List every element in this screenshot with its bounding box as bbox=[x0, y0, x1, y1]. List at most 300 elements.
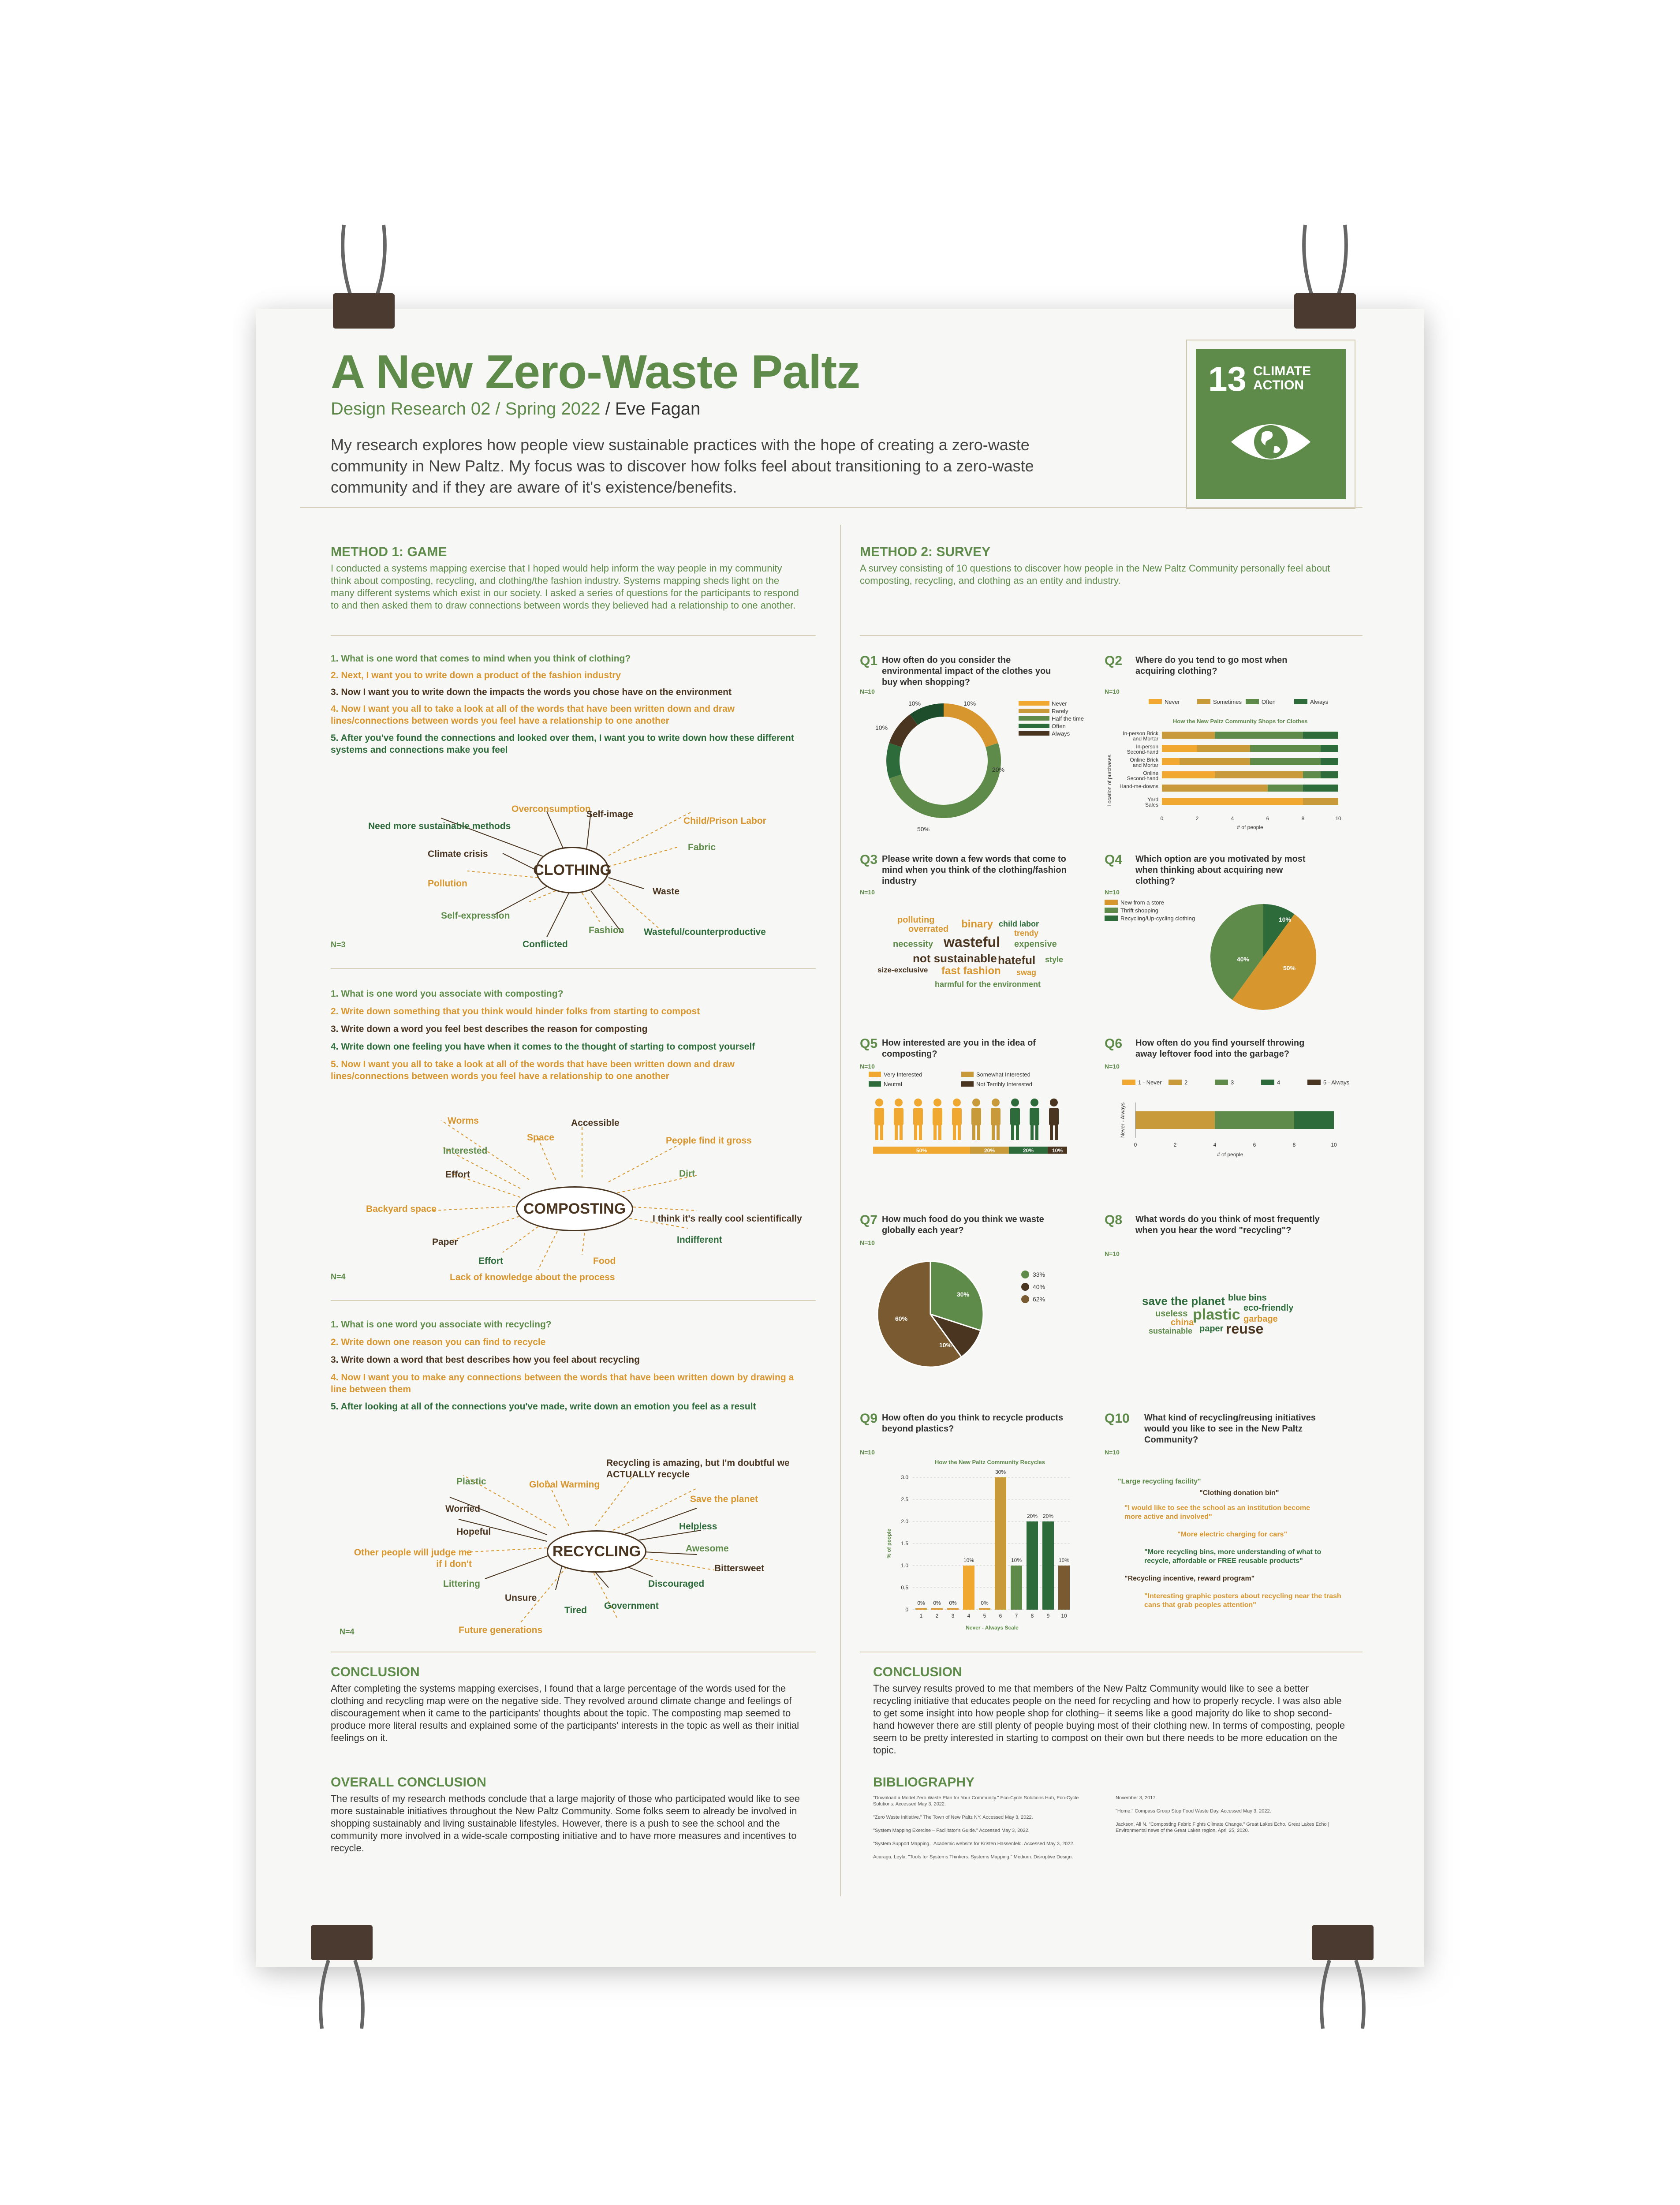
q1-number: Q1 bbox=[860, 654, 878, 668]
q10-n: N=10 bbox=[1105, 1449, 1120, 1456]
q2-tick: 8 bbox=[1301, 815, 1305, 822]
q6-tick: 4 bbox=[1213, 1142, 1217, 1148]
column-divider bbox=[840, 525, 841, 1896]
q9-category-label: 2 bbox=[935, 1613, 939, 1619]
q9-tick: 0.5 bbox=[901, 1585, 908, 1591]
q4-number: Q4 bbox=[1105, 852, 1123, 867]
q3-number: Q3 bbox=[860, 852, 878, 867]
q9-n: N=10 bbox=[860, 1449, 875, 1456]
q2-category-label: Yard bbox=[1147, 796, 1158, 803]
q1-legend-label: Half the time bbox=[1052, 715, 1084, 722]
overall-conclusion-heading: OVERALL CONCLUSION bbox=[331, 1775, 486, 1790]
binder-clip-top-left bbox=[326, 220, 401, 335]
recycling-word-others-judge: Other people will judge me if I don't bbox=[354, 1547, 472, 1569]
q9-tick: 0 bbox=[905, 1607, 908, 1613]
composting-word-effort-1: Effort bbox=[445, 1170, 470, 1180]
q7-question: How much food do you think we waste globally each year? bbox=[882, 1215, 1044, 1235]
q3-n: N=10 bbox=[860, 889, 875, 896]
recycling-word-government: Government bbox=[604, 1601, 659, 1611]
q1-slice-label: 10% bbox=[908, 700, 921, 707]
q2-category-label: In-person Brick bbox=[1123, 730, 1158, 736]
q2-tick: 6 bbox=[1266, 815, 1269, 822]
q9-category-label: 5 bbox=[983, 1613, 986, 1619]
poster-title: A New Zero-Waste Paltz bbox=[331, 345, 860, 398]
q1-slice bbox=[889, 714, 918, 747]
q2-bar-segment bbox=[1162, 785, 1268, 792]
q2-legend-swatch bbox=[1246, 699, 1259, 704]
q2-bar-segment bbox=[1197, 745, 1250, 752]
recycling-map-center: RECYCLING bbox=[547, 1530, 646, 1573]
q5-person-icon bbox=[1010, 1099, 1020, 1140]
q2-legend-swatch bbox=[1294, 699, 1307, 704]
composting-word-paper: Paper bbox=[432, 1237, 458, 1247]
q2-category-label: Online Brick bbox=[1130, 757, 1158, 763]
recycling-word-awesome: Awesome bbox=[686, 1544, 729, 1554]
recycling-question-1: 1. What is one word you associate with recycling? bbox=[331, 1319, 552, 1330]
clothing-question-3: 3. Now I want you to write down the impacts the words you chose have on the environment bbox=[331, 687, 732, 697]
q3-word: trendy bbox=[1014, 929, 1039, 938]
sdg-label bbox=[1253, 364, 1311, 392]
q2-category-label: In-person bbox=[1136, 744, 1158, 750]
q2-category-label: Hand-me-downs bbox=[1119, 783, 1158, 789]
recycling-word-unsure: Unsure bbox=[505, 1593, 537, 1603]
q1-legend-label: Often bbox=[1052, 723, 1066, 729]
clothing-word-sustainable-methods: Need more sustainable methods bbox=[368, 821, 511, 831]
q2-xlabel: # of people bbox=[1237, 824, 1263, 830]
subtitle-separator: / bbox=[600, 399, 615, 419]
q2-bar-segment bbox=[1303, 785, 1338, 792]
q5-legend-swatch bbox=[869, 1081, 881, 1087]
q2-bar-segment bbox=[1162, 758, 1180, 765]
q6-legend-swatch bbox=[1215, 1080, 1228, 1085]
binder-clip-bottom-right bbox=[1305, 1918, 1380, 2033]
q2-bar-segment bbox=[1303, 798, 1338, 805]
clothing-question-1: 1. What is one word that comes to mind when you think of clothing? bbox=[331, 654, 631, 664]
poster-subtitle bbox=[331, 399, 700, 419]
sdg-badge bbox=[1196, 349, 1346, 499]
q9-bar bbox=[915, 1608, 927, 1610]
q8-word: garbage bbox=[1243, 1314, 1278, 1324]
q6-legend-swatch bbox=[1261, 1080, 1274, 1085]
q2-legend-label: Always bbox=[1310, 699, 1329, 705]
q5-legend-label: Not Terribly Interested bbox=[976, 1081, 1032, 1088]
composting-divider bbox=[331, 1300, 816, 1301]
q1-n: N=10 bbox=[860, 688, 875, 695]
recycling-word-discouraged: Discouraged bbox=[648, 1579, 705, 1589]
q1-slice-label: 10% bbox=[963, 700, 976, 707]
q6-legend-label: 4 bbox=[1277, 1079, 1281, 1086]
recycling-question-2: 2. Write down one reason you can find to recycle bbox=[331, 1337, 546, 1347]
clothing-word-overconsumption: Overconsumption bbox=[511, 804, 591, 814]
composting-question-2: 2. Write down something that you think would hinder folks from starting to compost bbox=[331, 1006, 700, 1017]
q10-quote: "Large recycling facility" bbox=[1118, 1478, 1201, 1485]
q1-slice bbox=[889, 743, 1001, 818]
sdg-label-line1: CLIMATE bbox=[1253, 364, 1311, 378]
composting-question-3: 3. Write down a word you feel best describes the reason for composting bbox=[331, 1024, 648, 1034]
q8-word: paper bbox=[1199, 1324, 1224, 1334]
conclusion-right-heading: CONCLUSION bbox=[873, 1665, 962, 1679]
binder-clip-bottom-left bbox=[304, 1918, 379, 2033]
q9-title: How the New Paltz Community Recycles bbox=[935, 1459, 1045, 1465]
q5-person-icon bbox=[971, 1099, 981, 1140]
q10-quote: "More recycling bins, more understanding of what to recycle, affordable or FREE reusable products" bbox=[1144, 1548, 1322, 1565]
q2-tick: 0 bbox=[1160, 815, 1164, 822]
q9-bar-label: 0% bbox=[933, 1600, 941, 1606]
q8-word: blue bins bbox=[1228, 1293, 1267, 1303]
q7-pie-chart bbox=[873, 1248, 1085, 1380]
q9-category-label: 10 bbox=[1061, 1613, 1067, 1619]
q4-legend-swatch bbox=[1105, 908, 1118, 913]
q9-bar bbox=[1058, 1566, 1070, 1610]
q4-slice-label: 10% bbox=[1279, 916, 1292, 923]
q3-question: Please write down a few words that come to mind when you think of the clothing/fashion industry bbox=[882, 854, 1067, 886]
q6-tick: 10 bbox=[1331, 1142, 1337, 1148]
q9-bar-label: 10% bbox=[1011, 1557, 1022, 1563]
recycling-word-tired: Tired bbox=[564, 1605, 587, 1615]
q5-person-icon bbox=[1030, 1099, 1039, 1140]
method1-divider bbox=[331, 635, 816, 636]
q9-bar-label: 0% bbox=[949, 1600, 957, 1606]
q8-word: save the planet bbox=[1142, 1294, 1225, 1308]
clothing-question-2: 2. Next, I want you to write down a product of the fashion industry bbox=[331, 670, 621, 680]
q2-legend-label: Often bbox=[1262, 699, 1276, 705]
q1-legend-swatch bbox=[1019, 731, 1049, 736]
clothing-word-child-labor: Child/Prison Labor bbox=[683, 816, 766, 826]
q9-bar bbox=[963, 1566, 974, 1610]
q2-legend-label: Sometimes bbox=[1213, 699, 1242, 705]
composting-n: N=4 bbox=[331, 1272, 346, 1281]
composting-question-1: 1. What is one word you associate with composting? bbox=[331, 989, 564, 999]
q2-legend-swatch bbox=[1197, 699, 1210, 704]
q1-legend-label: Always bbox=[1052, 730, 1070, 737]
q6-legend-label: 1 - Never bbox=[1138, 1079, 1162, 1086]
q1-question: How often do you consider the environmental impact of the clothes you buy when shopping? bbox=[882, 655, 1051, 687]
q2-ylabel: Location of purchases bbox=[1106, 755, 1113, 807]
q4-n: N=10 bbox=[1105, 889, 1120, 896]
q10-quote: "I would like to see the school as an institution become more active and involved" bbox=[1124, 1504, 1310, 1521]
q9-tick: 2.5 bbox=[901, 1496, 908, 1502]
q1-legend-swatch bbox=[1019, 701, 1049, 706]
q9-bar bbox=[979, 1608, 990, 1610]
q3-word: not sustainable bbox=[913, 952, 997, 965]
q10-quote: "Interesting graphic posters about recycling near the trash cans that grab peoples attention" bbox=[1144, 1592, 1341, 1609]
q8-word: useless bbox=[1155, 1309, 1188, 1319]
q3-word: hateful bbox=[998, 953, 1036, 967]
q5-bar-label: 20% bbox=[984, 1147, 995, 1154]
clothing-divider bbox=[331, 968, 816, 969]
conclusion-left-heading: CONCLUSION bbox=[331, 1665, 420, 1679]
composting-word-dirt: Dirt bbox=[679, 1169, 695, 1179]
q2-category-label: and Mortar bbox=[1132, 762, 1158, 768]
q6-question: How often do you find yourself throwing away leftover food into the garbage? bbox=[1135, 1038, 1305, 1059]
q2-bar-segment bbox=[1180, 758, 1250, 765]
q5-legend-swatch bbox=[961, 1072, 974, 1077]
q4-legend-label: New from a store bbox=[1120, 899, 1164, 906]
q9-bar-label: 10% bbox=[963, 1557, 974, 1563]
q9-category-label: 9 bbox=[1046, 1613, 1050, 1619]
q1-slice bbox=[886, 743, 902, 778]
q5-bar-label: 50% bbox=[916, 1147, 927, 1154]
q9-xlabel: Never - Always Scale bbox=[966, 1625, 1019, 1631]
q5-person-icon bbox=[894, 1099, 903, 1140]
bib-entry: "System Support Mapping." Academic website for Kristen Hassenfeld. Accessed May 3, 2022. bbox=[873, 1841, 1075, 1846]
bib-entry: "System Mapping Exercise – Facilitator's Guide." Accessed May 3, 2022. bbox=[873, 1828, 1030, 1833]
clothing-question-4: 4. Now I want you all to take a look at all of the words that have been written down and draw lines/connections between words you feel have a relationship to one another bbox=[331, 704, 735, 726]
recycling-word-worried: Worried bbox=[445, 1504, 480, 1514]
q7-slice-label: 30% bbox=[957, 1291, 970, 1298]
composting-word-effort-2: Effort bbox=[478, 1256, 503, 1266]
recycling-n: N=4 bbox=[340, 1627, 355, 1636]
composting-word-accessible: Accessible bbox=[571, 1118, 620, 1128]
recycling-question-5: 5. After looking at all of the connections you've made, write down an emotion you feel as a result bbox=[331, 1401, 756, 1412]
q9-bar-chart bbox=[873, 1451, 1085, 1641]
composting-word-backyard-space: Backyard space bbox=[366, 1204, 437, 1214]
q3-word: swag bbox=[1016, 968, 1037, 977]
q6-legend-swatch bbox=[1169, 1080, 1182, 1085]
q2-category-label: Second-hand bbox=[1127, 749, 1158, 755]
course-label: Design Research 02 / Spring 2022 bbox=[331, 399, 601, 419]
q2-bar-segment bbox=[1162, 745, 1197, 752]
q9-bar bbox=[1011, 1566, 1022, 1610]
bib-entry: "Download a Model Zero Waste Plan for Your Community." Eco-Cycle Solutions Hub, Eco-Cycle Solutions. Accessed May 3, 2022. bbox=[873, 1795, 1079, 1807]
bibliography-right bbox=[1116, 1795, 1336, 1841]
composting-word-scientifically: I think it's really cool scientifically bbox=[653, 1214, 802, 1224]
q7-number: Q7 bbox=[860, 1213, 878, 1227]
q1-slice-label: 50% bbox=[917, 826, 930, 833]
q9-category-label: 7 bbox=[1015, 1613, 1018, 1619]
q3-word: wasteful bbox=[944, 934, 1001, 950]
q8-question: What words do you think of most frequently when you hear the word "recycling"? bbox=[1135, 1215, 1320, 1235]
q2-tick: 10 bbox=[1335, 815, 1341, 822]
method1-heading: METHOD 1: GAME bbox=[331, 545, 447, 559]
recycling-word-global-warming: Global Warming bbox=[529, 1480, 600, 1490]
q1-legend-label: Never bbox=[1052, 700, 1067, 707]
q6-legend-label: 3 bbox=[1231, 1079, 1234, 1086]
q9-ylabel: % of people bbox=[886, 1529, 892, 1558]
q1-slice-label: 10% bbox=[875, 724, 888, 731]
q4-legend-swatch bbox=[1105, 900, 1118, 905]
q6-tick: 2 bbox=[1173, 1142, 1177, 1148]
q3-word: necessity bbox=[893, 939, 933, 949]
q4-slice-label: 40% bbox=[1237, 956, 1250, 963]
q5-legend-swatch bbox=[869, 1072, 881, 1077]
q6-legend-label: 2 bbox=[1184, 1079, 1188, 1086]
composting-question-5: 5. Now I want you all to take a look at all of the words that have been written down and draw lines/connections between words you feel have a relationship to one another bbox=[331, 1059, 735, 1081]
q7-legend-label: 40% bbox=[1033, 1283, 1045, 1290]
q3-word: style bbox=[1045, 955, 1064, 964]
q9-bar-label: 20% bbox=[1042, 1513, 1054, 1519]
q6-ylabel: Never - Always bbox=[1120, 1102, 1126, 1138]
q6-xlabel: # of people bbox=[1217, 1151, 1243, 1158]
recycling-word-littering: Littering bbox=[443, 1579, 480, 1589]
q4-legend-label: Recycling/Up-cycling clothing bbox=[1120, 915, 1195, 922]
q2-tick: 4 bbox=[1231, 815, 1234, 822]
q9-tick: 3.0 bbox=[901, 1474, 908, 1480]
q4-legend-label: Thrift shopping bbox=[1120, 907, 1158, 914]
q7-n: N=10 bbox=[860, 1239, 875, 1246]
q9-category-label: 4 bbox=[967, 1613, 971, 1619]
q1-legend-swatch bbox=[1019, 709, 1049, 713]
sdg-number: 13 bbox=[1208, 359, 1247, 398]
q9-bar-label: 20% bbox=[1027, 1513, 1038, 1519]
q1-slice-label: 20% bbox=[992, 766, 1005, 773]
q8-word: plastic bbox=[1193, 1306, 1240, 1323]
q4-legend-swatch bbox=[1105, 916, 1118, 921]
header-divider bbox=[300, 507, 1363, 508]
method2-divider bbox=[860, 635, 1363, 636]
q5-legend-label: Very Interested bbox=[884, 1071, 922, 1078]
q9-bar-label: 0% bbox=[981, 1600, 989, 1606]
q9-category-label: 8 bbox=[1030, 1613, 1034, 1619]
recycling-word-hopeful: Hopeful bbox=[456, 1527, 491, 1537]
q2-bar-segment bbox=[1162, 771, 1215, 778]
q2-bar-segment bbox=[1250, 745, 1321, 752]
q6-bar-segment bbox=[1135, 1111, 1215, 1129]
bib-entry: Jackson, Ali N. "Composting Fabric Fights Climate Change." Great Lakes Echo. Great Lakes Echo | Environmental news of the Great Lakes region, April 25, 2020. bbox=[1116, 1822, 1329, 1833]
conclusion-right-text: The survey results proved to me that members of the New Paltz Community would like to see a better recycling initiative that educates people on the need for recycling and how to properly recycle. I was also able to get some insight into how people shop for clothing– it seems like a good majority do like to shop second-hand however there are still plenty of people buying most of their clothing new. In terms of composting, people seem to be pretty interested in starting to compost on their own but there needs to be more education on the topic. bbox=[873, 1683, 1345, 1756]
q5-bar-label: 10% bbox=[1052, 1147, 1063, 1154]
q2-legend-swatch bbox=[1149, 699, 1162, 704]
q9-number: Q9 bbox=[860, 1411, 878, 1426]
q6-n: N=10 bbox=[1105, 1063, 1120, 1070]
q5-question: How interested are you in the idea of composting? bbox=[882, 1038, 1036, 1059]
recycling-word-save-planet: Save the planet bbox=[690, 1494, 758, 1504]
composting-map-center: COMPOSTING bbox=[516, 1186, 633, 1231]
q6-tick: 0 bbox=[1134, 1142, 1137, 1148]
composting-word-lack-knowledge: Lack of knowledge about the process bbox=[450, 1272, 615, 1282]
q5-n: N=10 bbox=[860, 1063, 875, 1070]
q5-number: Q5 bbox=[860, 1036, 878, 1051]
q10-quote: "More electric charging for cars" bbox=[1177, 1531, 1288, 1538]
q7-slice-label: 10% bbox=[939, 1342, 952, 1349]
q2-bar-segment bbox=[1303, 771, 1321, 778]
q2-title: How the New Paltz Community Shops for Clothes bbox=[1173, 718, 1308, 725]
q5-legend-swatch bbox=[961, 1081, 974, 1087]
q5-person-icon bbox=[874, 1099, 884, 1140]
clothing-map-center: CLOTHING bbox=[536, 847, 609, 893]
q4-slice-label: 50% bbox=[1283, 964, 1296, 972]
composting-word-worms: Worms bbox=[448, 1116, 479, 1126]
sdg-label-line2: ACTION bbox=[1253, 378, 1304, 392]
q1-legend-swatch bbox=[1019, 716, 1049, 721]
q5-person-icon bbox=[991, 1099, 1001, 1140]
q6-legend-label: 5 - Always bbox=[1323, 1079, 1350, 1086]
q8-number: Q8 bbox=[1105, 1213, 1123, 1227]
q4-pie-chart bbox=[1105, 895, 1351, 1028]
q9-bar bbox=[931, 1608, 943, 1610]
q5-legend-label: Neutral bbox=[884, 1081, 902, 1088]
q7-slice-label: 60% bbox=[895, 1315, 908, 1322]
eye-globe-icon bbox=[1227, 415, 1315, 468]
q8-word: reuse bbox=[1226, 1321, 1264, 1337]
q7-legend-dot bbox=[1021, 1271, 1029, 1278]
q10-quote: "Recycling incentive, reward program" bbox=[1124, 1575, 1255, 1582]
bib-entry: "Zero Waste Initiative." The Town of New Paltz NY. Accessed May 3, 2022. bbox=[873, 1815, 1033, 1820]
q6-bar-segment bbox=[1294, 1111, 1334, 1129]
q8-n: N=10 bbox=[1105, 1250, 1120, 1257]
q3-word: polluting bbox=[897, 915, 935, 925]
bib-entry: November 3, 2017. bbox=[1116, 1795, 1157, 1801]
q5-legend-label: Somewhat Interested bbox=[976, 1071, 1030, 1078]
recycling-word-helpless: Helpless bbox=[679, 1521, 717, 1532]
bibliography-heading: BIBLIOGRAPHY bbox=[873, 1775, 975, 1790]
clothing-word-fashion: Fashion bbox=[589, 925, 624, 935]
recycling-word-plastic: Plastic bbox=[456, 1476, 486, 1487]
q7-legend-label: 33% bbox=[1033, 1271, 1045, 1278]
q1-donut-chart bbox=[873, 688, 1084, 833]
q3-word: overrated bbox=[908, 924, 949, 934]
bibliography-left bbox=[873, 1795, 1089, 1867]
recycling-question-4: 4. Now I want you to make any connections between the words that have been written down by drawing a line between them bbox=[331, 1372, 794, 1394]
q2-category-label: Online bbox=[1143, 770, 1158, 776]
q6-tick: 6 bbox=[1253, 1142, 1256, 1148]
q9-tick: 2.0 bbox=[901, 1518, 908, 1525]
q8-word: china bbox=[1171, 1318, 1194, 1327]
author-name: Eve Fagan bbox=[615, 399, 701, 419]
q5-person-icon bbox=[1049, 1099, 1059, 1140]
composting-word-interested: Interested bbox=[443, 1146, 488, 1156]
q2-number: Q2 bbox=[1105, 654, 1123, 668]
q6-legend-swatch bbox=[1122, 1080, 1135, 1085]
method1-description: I conducted a systems mapping exercise that I hoped would help inform the way people in my community think about composting, recycling, and clothing/the fashion industry. Systems mapping sheds light on the many different systems which exist in our society. I asked a series of questions for the participants to respond to and then asked them to draw connections between words they believed had a relationship to one another. bbox=[331, 563, 799, 611]
q2-stacked-bar-chart bbox=[1105, 692, 1351, 842]
q3-word: child labor bbox=[999, 919, 1039, 928]
recycling-word-bittersweet: Bittersweet bbox=[714, 1563, 765, 1573]
q9-bar-label: 0% bbox=[917, 1600, 925, 1606]
q1-legend-label: Rarely bbox=[1052, 708, 1068, 714]
composting-question-4: 4. Write down one feeling you have when it comes to the thought of starting to compost yourself bbox=[331, 1042, 755, 1052]
q3-word: harmful for the environment bbox=[935, 980, 1041, 989]
bib-entry: "Home." Compass Group Stop Food Waste Day. Accessed May 3, 2022. bbox=[1116, 1809, 1271, 1814]
clothing-word-waste: Waste bbox=[653, 886, 680, 897]
q6-bar-chart bbox=[1105, 1076, 1351, 1186]
method2-heading: METHOD 2: SURVEY bbox=[860, 545, 991, 559]
q7-legend-dot bbox=[1021, 1295, 1029, 1303]
q3-word: expensive bbox=[1014, 939, 1057, 949]
q2-legend-label: Never bbox=[1165, 699, 1180, 705]
sdg-frame bbox=[1186, 340, 1355, 509]
overall-conclusion-text: The results of my research methods conclude that a large majority of those who participated would like to see more sustainable initiatives throughout the New Paltz Community. Some folks seem to already be involved in shopping sustainably and living sustainable lifestyles. However, there is a push to see the school and the community more involved in a wide-scale composting initiative and to have more measures and incentives to recycle. bbox=[331, 1793, 800, 1854]
q10-number: Q10 bbox=[1105, 1411, 1130, 1426]
q4-question: Which option are you motivated by most when thinking about acquiring new clothing? bbox=[1135, 854, 1306, 886]
q9-category-label: 1 bbox=[919, 1613, 923, 1619]
q9-question: How often do you think to recycle products beyond plastics? bbox=[882, 1413, 1064, 1434]
q6-bar-segment bbox=[1215, 1111, 1294, 1129]
recycling-word-amazing-doubtful: Recycling is amazing, but I'm doubtful we ACTUALLY recycle bbox=[606, 1458, 790, 1480]
composting-word-space: Space bbox=[527, 1132, 554, 1143]
intro-text: My research explores how people view sustainable practices with the hope of creating a zero-waste community in New Paltz. My focus was to discover how folks feel about transitioning to a zero-waste community and if they are aware of it's existence/benefits. bbox=[331, 436, 1034, 496]
q9-category-label: 6 bbox=[999, 1613, 1002, 1619]
composting-word-indifferent: Indifferent bbox=[677, 1235, 722, 1245]
q8-word: eco-friendly bbox=[1243, 1303, 1294, 1313]
q9-bar bbox=[995, 1477, 1006, 1610]
q9-tick: 1.0 bbox=[901, 1562, 908, 1569]
clothing-question-5: 5. After you've found the connections and looked over them, I want you to write down how these different systems and connections make you feel bbox=[331, 733, 794, 755]
clothing-word-climate-crisis: Climate crisis bbox=[428, 849, 488, 859]
q2-category-label: Sales bbox=[1145, 802, 1158, 808]
clothing-word-fabric: Fabric bbox=[688, 842, 716, 852]
q3-word: binary bbox=[961, 918, 993, 930]
q2-bar-segment bbox=[1215, 771, 1303, 778]
q8-word: sustainable bbox=[1149, 1327, 1193, 1335]
q2-bar-segment bbox=[1303, 732, 1338, 739]
q3-word: size-exclusive bbox=[877, 966, 928, 974]
q2-bar-segment bbox=[1250, 758, 1321, 765]
q2-question: Where do you tend to go most when acquiring clothing? bbox=[1135, 655, 1288, 676]
q5-pictogram-chart bbox=[860, 1067, 1089, 1191]
q3-word: fast fashion bbox=[941, 965, 1001, 977]
q9-tick: 1.5 bbox=[901, 1540, 908, 1547]
